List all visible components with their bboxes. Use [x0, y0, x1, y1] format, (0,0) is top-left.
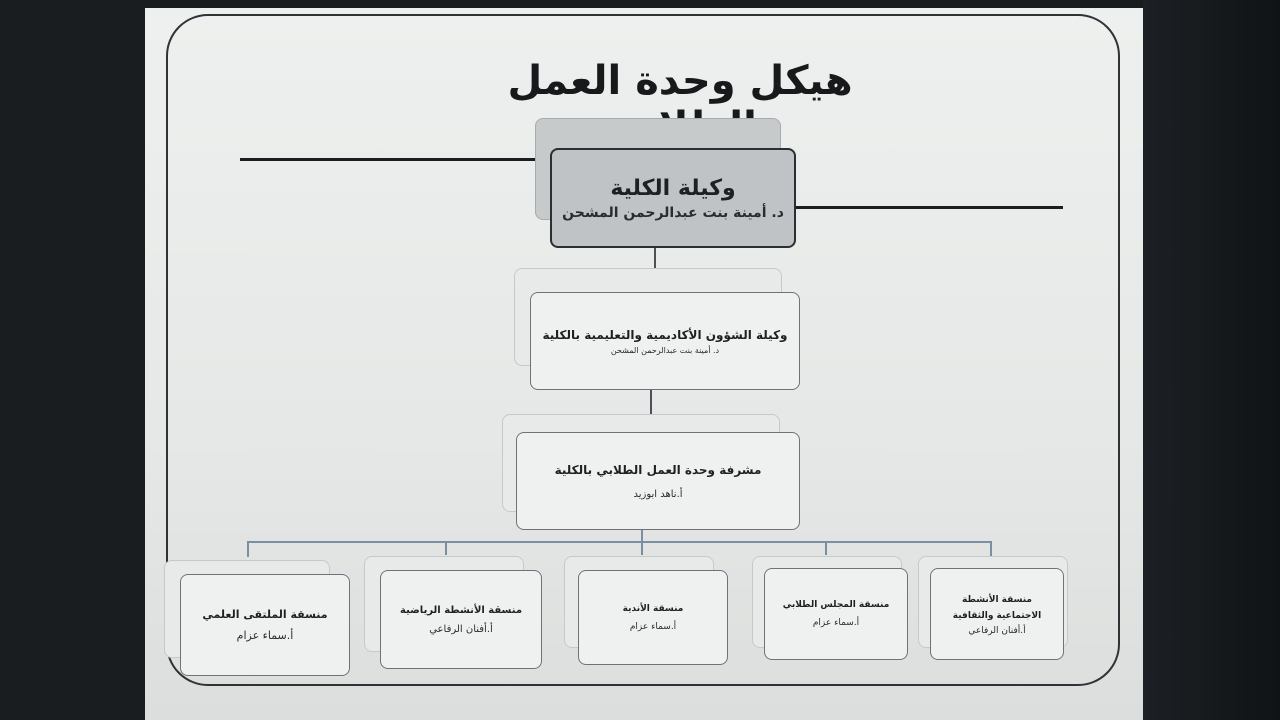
drop-3	[641, 541, 643, 555]
drop-2	[445, 541, 447, 555]
level3-box[interactable]	[516, 432, 800, 530]
unit-person: أ.سماء عزام	[236, 629, 294, 642]
drop-5	[990, 541, 992, 557]
level2-role: وكيلة الشؤون الأكاديمية والتعليمية بالكلية	[542, 327, 788, 342]
unit-box[interactable]	[930, 568, 1064, 660]
connector-1	[654, 248, 656, 270]
unit-box[interactable]	[180, 574, 350, 676]
unit-box[interactable]	[764, 568, 908, 660]
unit-person: أ.سماء عزام	[812, 618, 860, 628]
right-rule	[795, 206, 1063, 209]
monitor-bezel	[1143, 0, 1280, 720]
unit-person: أ.أفنان الرفاعي	[968, 626, 1026, 636]
drop-1	[247, 541, 249, 557]
drop-4	[825, 541, 827, 555]
unit-box[interactable]	[380, 570, 542, 669]
level2-person: د. أمينة بنت عبدالرحمن المشحن	[610, 345, 720, 355]
unit-person: أ.أفنان الرفاعي	[429, 623, 493, 635]
level3-role: مشرفة وحدة العمل الطلابي بالكلية	[554, 462, 762, 477]
unit-role: منسقة الملتقى العلمي	[202, 608, 328, 621]
top-person: د. أمينة بنت عبدالرحمن المشحن	[562, 204, 784, 221]
chart-title: هيكل وحدة العمل	[507, 58, 853, 104]
unit-person: أ.سماء عزام	[629, 621, 677, 632]
unit-role: منسقة المجلس الطلابي	[782, 600, 890, 610]
unit-box[interactable]	[578, 570, 728, 665]
top-role: وكيلة الكلية	[610, 175, 736, 201]
level2-box[interactable]	[530, 292, 800, 390]
connector-2	[650, 390, 652, 416]
top-box[interactable]	[550, 148, 796, 248]
units-bus	[247, 541, 992, 543]
level3-person: أ.ناهد ابوزيد	[633, 488, 683, 500]
unit-role: منسقة الأندية	[622, 603, 684, 614]
unit-role: منسقة الأنشطة الرياضية	[400, 604, 523, 616]
unit-role: منسقة الأنشطة الاجتماعية والثقافية	[952, 595, 1042, 621]
left-rule	[240, 158, 540, 161]
